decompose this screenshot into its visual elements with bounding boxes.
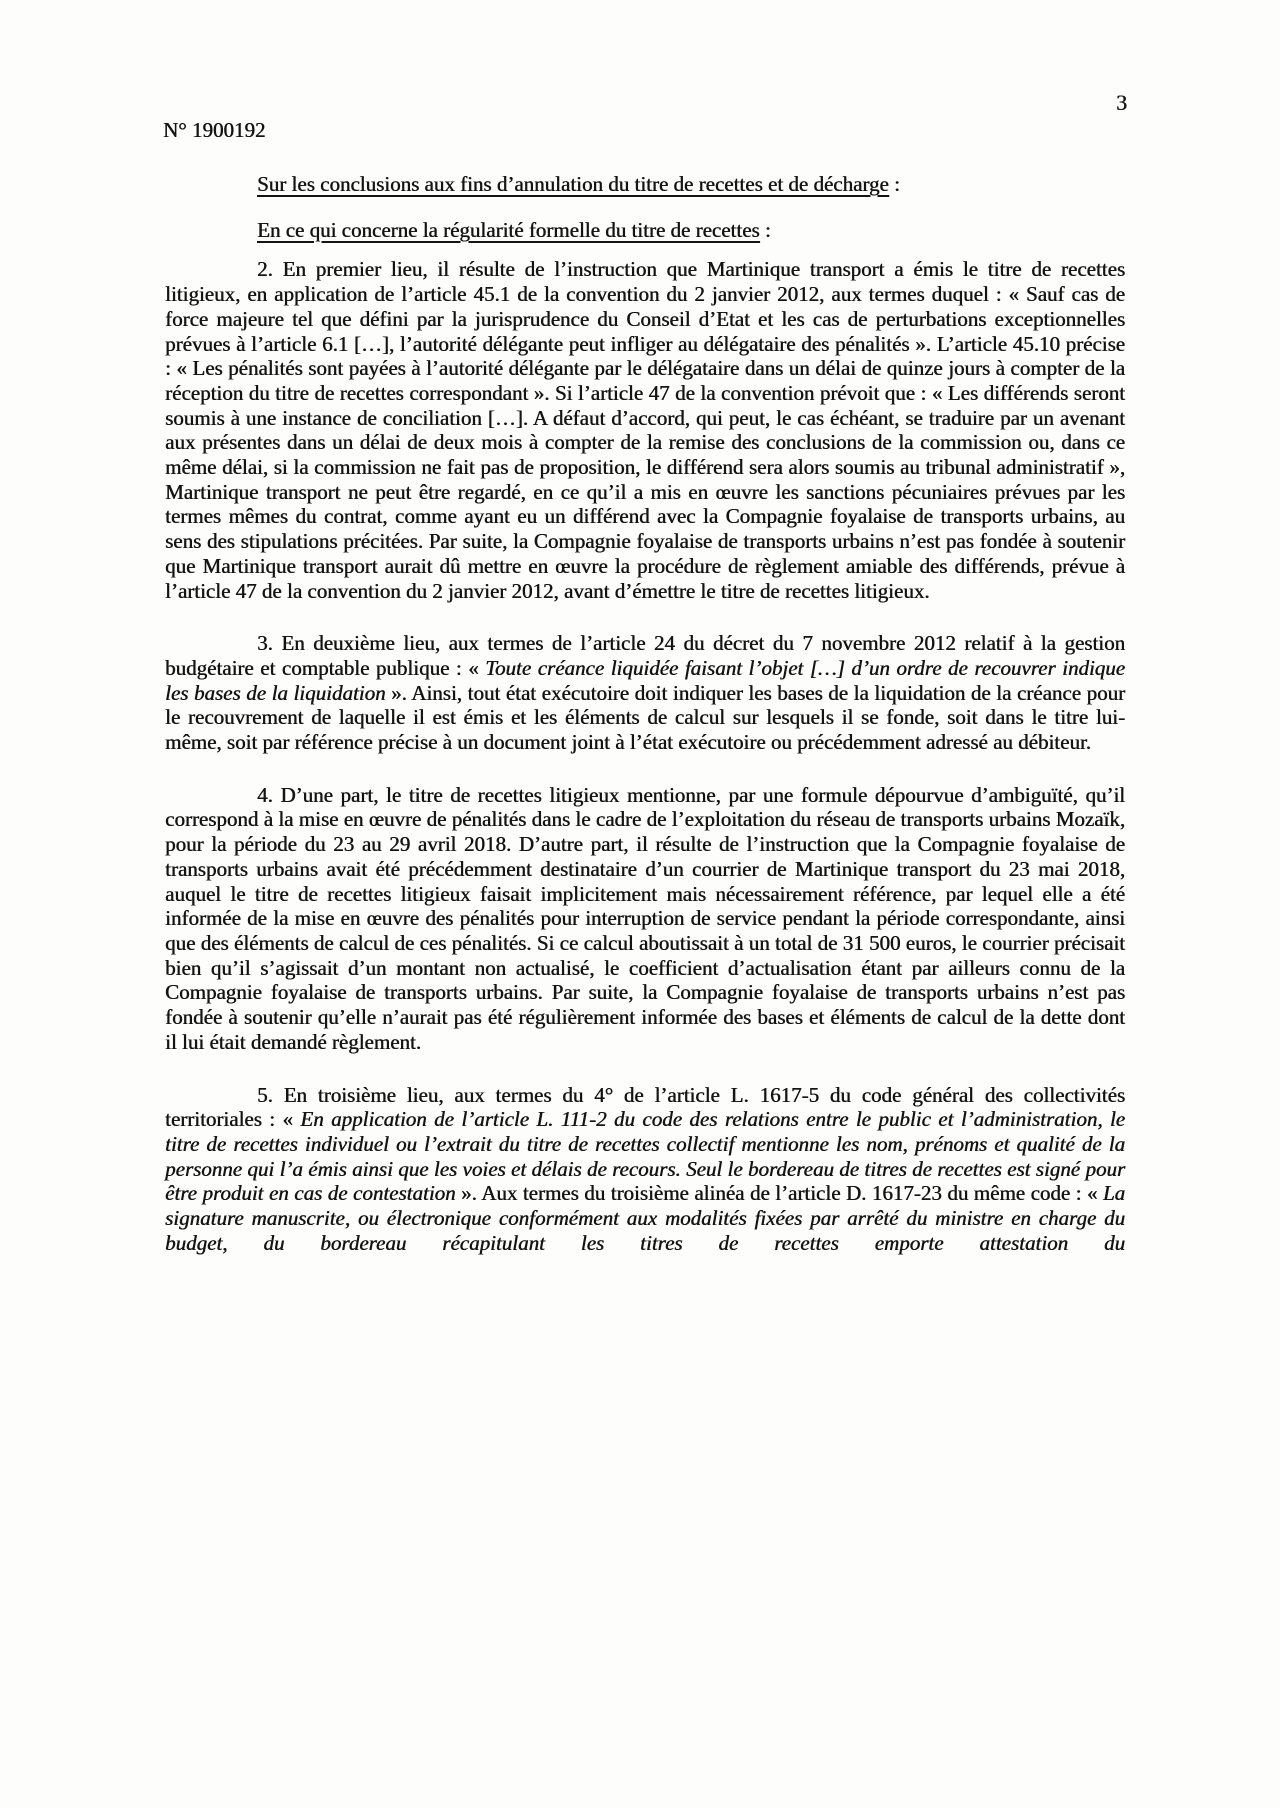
paragraph-point-5-quote-l1617: En application de l’article L. 111-2 du code des relations entre le public et l’administration, le titre de recettes individuel ou l’extrait du titre de recettes collectif mentionne les nom, prénoms et qualité de la personne qui l’a émis ainsi que les voies et délais de recours. Seul le bordereau de titres de recettes est signé pour être produit en cas de contestation: [165, 1107, 1125, 1206]
section-heading-annulation-text: Sur les conclusions aux fins d’annulation du titre de recettes et de décharge: [257, 172, 889, 196]
case-number: N° 1900192: [163, 118, 266, 142]
paragraph-point-3-quote: Toute créance liquidée faisant l’objet […] d’un ordre de recouvrer indique les bases de la liquidation: [165, 655, 1125, 705]
paragraph-point-3-text: 3. En deuxième lieu, aux termes de l’article 24 du décret du 7 novembre 2012 relatif à la gestion budgétaire et comptable publique : «: [165, 631, 1125, 680]
section-heading-regularite: [257, 218, 1125, 243]
section-heading-regularite-colon: :: [759, 217, 771, 242]
section-heading-regularite-text: En ce qui concerne la régularité formelle du titre de recettes: [257, 217, 760, 242]
paragraph-point-3-text-end: ». Ainsi, tout état exécutoire doit indiquer les bases de la liquidation de la créance pour le recouvrement de laquelle il est émis et les éléments de calcul sur lesquels il se fonde, soit dans le titre lui-même, soit par référence précise à un document joint à l’état exécutoire ou précédemment adressé au débiteur.: [165, 680, 1125, 755]
paragraph-point-2-text: 2. En premier lieu, il résulte de l’instruction que Martinique transport a émis le titre de recettes litigieux, en application de l’article 45.1 de la convention du 2 janvier 2012, aux termes duquel : « Sauf cas de force majeure tel que défini par la jurisprudence du Conseil d’Etat et les cas de perturbations exceptionnelles prévues à l’article 6.1 […], l’autorité délégante peut infliger au délégataire des pénalités ». L’article 45.10 précise : « Les pénalités sont payées à l’autorité délégante par le délégataire dans un délai de quinze jours à compter de la réception du titre de recettes correspondant ». Si l’article 47 de la convention prévoit que : « Les différends seront soumis à une instance de conciliation […]. A défaut d’accord, qui peut, le cas échéant, se traduire par un avenant aux présentes dans un délai de deux mois à compter de la remise des conclusions de la commission ou, dans ce même délai, si la commission ne fait pas de proposition, le différend sera alors soumis au tribunal administratif », Martinique transport ne peut être regardé, en ce qu’il a mis en œuvre les sanctions pécuniaires prévues par les termes mêmes du contrat, comme ayant eu un différend avec la Compagnie foyalaise de transports urbains, au sens des stipulations précitées. Par suite, la Compagnie foyalaise de transports urbains n’est pas fondée à soutenir que Martinique transport aurait dû mettre en œuvre la procédure de règlement amiable des différends, prévue à l’article 47 de la convention du 2 janvier 2012, avant d’émettre le titre de recettes litigieux.: [165, 257, 1125, 603]
paragraph-point-3: [165, 631, 1125, 755]
page-number: 3: [1116, 90, 1127, 115]
section-heading-annulation-colon: :: [888, 172, 900, 196]
paragraph-point-4-text: 4. D’une part, le titre de recettes litigieux mentionne, par une formule dépourvue d’ambiguïté, qu’il correspond à la mise en œuvre de pénalités dans le cadre de l’exploitation du réseau de transports urbains Mozaïk, pour la période du 23 au 29 avril 2018. D’autre part, il résulte de l’instruction que la Compagnie foyalaise de transports urbains avait été précédemment destinataire d’un courrier de Martinique transport du 23 mai 2018, auquel le titre de recettes litigieux faisait implicitement mais nécessairement référence, par lequel elle a été informée de la mise en œuvre des pénalités pour interruption de service pendant la période correspondante, ainsi que des éléments de calcul de ces pénalités. Si ce calcul aboutissait à un total de 31 500 euros, le courrier précisait bien qu’il s’agissait d’un montant non actualisé, le coefficient d’actualisation étant par ailleurs connu de la Compagnie foyalaise de transports urbains. Par suite, la Compagnie foyalaise de transports urbains n’est pas fondée à soutenir qu’elle n’aurait pas été régulièrement informée des bases et éléments de calcul de la dette dont il lui était demandé règlement.: [165, 782, 1125, 1054]
paragraph-point-2: [165, 257, 1125, 603]
paragraph-point-5: [165, 1083, 1125, 1256]
document-body: [165, 172, 1125, 1255]
paragraph-point-5-text-mid: ». Aux termes du troisième alinéa de l’article D. 1617-23 du même code : «: [455, 1181, 1103, 1206]
section-heading-annulation: [257, 172, 1125, 197]
paragraph-point-5-text: 5. En troisième lieu, aux termes du 4° de l’article L. 1617-5 du code général des collectivités territoriales : «: [165, 1082, 1125, 1132]
paragraph-point-5-quote-d1617: La signature manuscrite, ou électronique conformément aux modalités fixées par arrêté du ministre en charge du budget, du bordereau récapitulant les titres de recettes emporte attestation du: [165, 1181, 1125, 1255]
paragraph-point-4: [165, 783, 1125, 1055]
